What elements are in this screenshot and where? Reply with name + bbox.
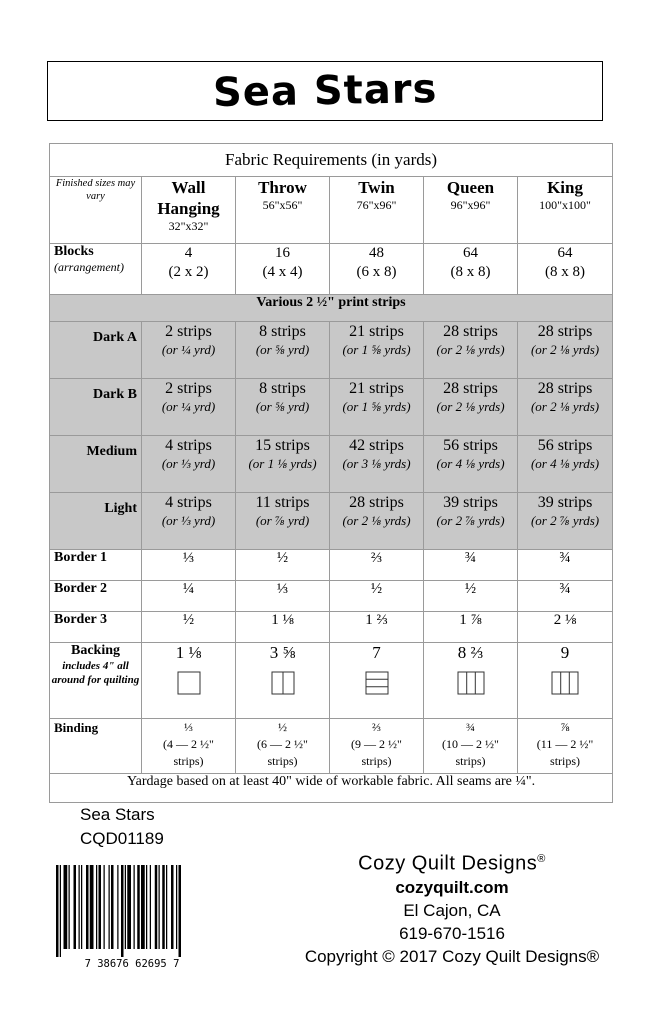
size-header-cell	[330, 177, 424, 244]
binding-line: (9 — 2 ½"	[351, 737, 402, 751]
strip-yardage: (or 4 ⅛ yrds)	[530, 456, 600, 471]
size-dimensions: 100"x100"	[539, 198, 591, 212]
size-name: King	[547, 178, 583, 197]
size-name: Wall Hanging	[157, 178, 220, 218]
size-dimensions: 96"x96"	[450, 198, 491, 212]
strip-row	[50, 436, 613, 493]
strip-count: 2 strips	[165, 323, 212, 340]
blocks-label-cell	[50, 244, 142, 295]
border-value: ¾	[518, 581, 613, 612]
barcode-bar	[104, 865, 105, 949]
strip-count: 4 strips	[165, 494, 212, 511]
border-row-label: Border 1	[50, 550, 142, 581]
barcode-bar	[127, 865, 131, 949]
finished-sizes-note: Finished sizes may vary	[50, 177, 142, 244]
strip-cell	[330, 436, 424, 493]
blocks-count: 4	[184, 245, 193, 261]
size-header-cell	[518, 177, 613, 244]
size-dimensions: 32"x32"	[168, 219, 209, 233]
strip-cell	[236, 379, 330, 436]
border-value: ¼	[142, 581, 236, 612]
backing-cell	[142, 643, 236, 719]
barcode	[46, 863, 218, 969]
binding-line: strips)	[455, 754, 486, 768]
strip-yardage: (or 2 ⅛ yrds)	[436, 399, 505, 414]
blocks-arrangement: (4 x 4)	[262, 264, 303, 280]
backing-cell	[236, 643, 330, 719]
size-name: Twin	[358, 178, 395, 197]
strip-cell	[236, 436, 330, 493]
strip-yardage: (or 2 ⅛ yrds)	[436, 342, 505, 357]
binding-line: (10 — 2 ½"	[442, 737, 499, 751]
border-value: ½	[142, 612, 236, 643]
fabric-requirements-table	[49, 143, 613, 803]
strip-cell	[330, 379, 424, 436]
strip-row	[50, 493, 613, 550]
strip-yardage: (or ⅓ yrd)	[161, 513, 216, 528]
barcode-bar	[56, 865, 59, 957]
binding-cell	[518, 719, 613, 774]
barcode-bar	[171, 865, 174, 949]
binding-line: ⅔	[372, 720, 381, 734]
backing-panel-diagram-icon	[365, 671, 389, 695]
brand-line	[282, 848, 622, 876]
blocks-arrangement: (2 x 2)	[168, 264, 209, 280]
strips-header: Various 2 ½" print strips	[50, 295, 613, 322]
table-caption: Fabric Requirements (in yards)	[50, 144, 613, 177]
strip-yardage: (or ¼ yrd)	[161, 399, 216, 414]
border-value: ½	[236, 550, 330, 581]
size-name: Throw	[258, 178, 307, 197]
footer-pattern-name: Sea Stars	[80, 805, 155, 824]
border-value: ½	[424, 581, 518, 612]
strip-yardage: (or ⅝ yrd)	[255, 399, 310, 414]
blocks-count: 16	[275, 245, 290, 261]
barcode-bar	[109, 865, 110, 949]
strip-row-label: Medium	[50, 436, 142, 493]
border-row-label: Border 3	[50, 612, 142, 643]
strip-yardage: (or 1 ⅝ yrds)	[342, 399, 411, 414]
strip-yardage: (or ⅝ yrd)	[255, 342, 310, 357]
barcode-bar	[134, 865, 135, 949]
blocks-count: 64	[463, 245, 478, 261]
strip-yardage: (or ⅞ yrd)	[255, 513, 310, 528]
binding-cell	[424, 719, 518, 774]
size-header-cell	[236, 177, 330, 244]
blocks-cell	[424, 244, 518, 295]
barcode-bar	[99, 865, 102, 949]
brand-reg-mark: ®	[537, 853, 546, 865]
border-value: 2 ⅛	[518, 612, 613, 643]
strip-count: 4 strips	[165, 437, 212, 454]
pattern-title: Sea Stars	[212, 66, 438, 116]
strip-row	[50, 379, 613, 436]
blocks-arrangement: (8 x 8)	[450, 264, 491, 280]
barcode-bar	[90, 865, 94, 949]
barcode-bar	[111, 865, 114, 949]
strip-cell	[518, 436, 613, 493]
backing-yardage: 8 ⅔	[457, 643, 484, 662]
binding-line: strips)	[173, 754, 204, 768]
binding-line: (6 — 2 ½"	[257, 737, 308, 751]
backing-yardage: 7	[372, 643, 381, 662]
barcode-bar	[64, 865, 68, 949]
barcode-bar	[146, 865, 147, 949]
strip-cell	[142, 322, 236, 379]
strip-count: 8 strips	[259, 323, 306, 340]
barcode-bar	[81, 865, 82, 949]
barcode-bars	[56, 865, 181, 957]
barcode-bar	[69, 865, 70, 949]
brand-name: Cozy Quilt Designs	[358, 852, 538, 875]
barcode-bar	[121, 865, 124, 957]
backing-label: Backing	[70, 643, 120, 658]
backing-cell	[518, 643, 613, 719]
backing-panel-diagram-icon	[271, 671, 295, 695]
binding-line: ⅓	[184, 720, 193, 734]
backing-panel-diagram-icon	[177, 671, 201, 695]
barcode-bar	[155, 865, 158, 949]
strip-count: 39 strips	[443, 494, 498, 511]
strip-count: 11 strips	[255, 494, 310, 511]
strip-count: 28 strips	[537, 323, 593, 340]
barcode-bar	[125, 865, 126, 949]
strip-count: 56 strips	[443, 437, 498, 454]
backing-yardage: 1 ⅛	[175, 643, 202, 662]
binding-line: (11 — 2 ½"	[536, 737, 594, 751]
backing-cell	[424, 643, 518, 719]
blocks-count: 64	[557, 245, 573, 261]
border-value: ¾	[424, 550, 518, 581]
strip-cell	[236, 322, 330, 379]
strip-count: 42 strips	[349, 437, 404, 454]
border-row-label: Border 2	[50, 581, 142, 612]
barcode-bar	[79, 865, 80, 949]
copyright: Copyright © 2017 Cozy Quilt Designs®	[304, 946, 600, 966]
border-value: ¾	[518, 550, 613, 581]
strip-count: 21 strips	[349, 323, 404, 340]
footer-right	[282, 848, 622, 968]
backing-panel-diagram-icon	[551, 671, 579, 695]
strip-count: 28 strips	[443, 323, 498, 340]
backing-yardage: 3 ⅝	[269, 643, 296, 662]
binding-cell	[236, 719, 330, 774]
strip-count: 28 strips	[537, 380, 593, 397]
size-name: Queen	[446, 178, 495, 197]
strip-cell	[330, 493, 424, 550]
title-box	[47, 61, 603, 121]
barcode-bar	[179, 865, 182, 957]
strip-count: 2 strips	[165, 380, 212, 397]
blocks-cell	[518, 244, 613, 295]
border-value: 1 ⅛	[236, 612, 330, 643]
binding-line: ⅞	[560, 720, 570, 734]
size-header-cell	[424, 177, 518, 244]
strip-cell	[236, 493, 330, 550]
strip-cell	[142, 436, 236, 493]
binding-line: strips)	[267, 754, 298, 768]
strip-yardage: (or 2 ⅛ yrds)	[530, 399, 600, 414]
binding-line: strips)	[550, 754, 581, 768]
barcode-bar	[162, 865, 165, 949]
strip-yardage: (or 2 ⅛ yrds)	[342, 513, 411, 528]
barcode-bar	[60, 865, 61, 957]
strip-yardage: (or 2 ⅞ yrds)	[436, 513, 505, 528]
strip-yardage: (or ⅓ yrd)	[161, 456, 216, 471]
binding-label: Binding	[50, 719, 142, 774]
backing-label-cell	[50, 643, 142, 719]
border-row	[50, 612, 613, 643]
strip-cell	[142, 493, 236, 550]
barcode-bar	[74, 865, 77, 949]
backing-cell	[330, 643, 424, 719]
strip-count: 21 strips	[349, 380, 404, 397]
strip-yardage: (or ¼ yrd)	[161, 342, 216, 357]
border-value: ⅓	[142, 550, 236, 581]
barcode-bar	[166, 865, 167, 949]
strip-cell	[424, 379, 518, 436]
strip-cell	[330, 322, 424, 379]
strip-cell	[518, 493, 613, 550]
phone: 619-670-1516	[399, 923, 505, 943]
border-value: ½	[330, 581, 424, 612]
blocks-arrangement: (8 x 8)	[545, 264, 586, 280]
footer-pattern-code: CQD01189	[80, 829, 164, 848]
size-dimensions: 56"x56"	[262, 198, 303, 212]
border-value: 1 ⅔	[330, 612, 424, 643]
blocks-label: Blocks	[54, 244, 94, 259]
strip-cell	[424, 436, 518, 493]
binding-cell	[330, 719, 424, 774]
binding-cell	[142, 719, 236, 774]
barcode-bar	[159, 865, 160, 949]
backing-note: includes 4" all around for quilting	[51, 660, 140, 686]
border-row	[50, 581, 613, 612]
strip-row-label: Dark B	[50, 379, 142, 436]
size-dimensions: 76"x96"	[356, 198, 397, 212]
binding-line: ½	[278, 720, 287, 734]
border-value: 1 ⅞	[424, 612, 518, 643]
strip-row-label: Dark A	[50, 322, 142, 379]
size-header-cell	[142, 177, 236, 244]
blocks-cell	[142, 244, 236, 295]
strip-cell	[424, 493, 518, 550]
barcode-bar	[137, 865, 140, 949]
barcode-bar	[117, 865, 118, 949]
barcode-bar	[150, 865, 151, 949]
footer-left	[80, 803, 164, 851]
backing-yardage: 9	[560, 643, 570, 662]
strip-yardage: (or 4 ⅛ yrds)	[436, 456, 505, 471]
blocks-arrangement: (6 x 8)	[356, 264, 397, 280]
backing-panel-diagram-icon	[457, 671, 485, 695]
strip-count: 56 strips	[537, 437, 593, 454]
strip-yardage: (or 1 ⅝ yrds)	[342, 342, 411, 357]
strip-yardage: (or 2 ⅞ yrds)	[530, 513, 600, 528]
strip-count: 39 strips	[537, 494, 593, 511]
strip-cell	[518, 379, 613, 436]
strip-cell	[142, 379, 236, 436]
blocks-sublabel: (arrangement)	[54, 260, 124, 274]
blocks-count: 48	[369, 245, 384, 261]
binding-line: ¾	[466, 720, 475, 734]
website-link[interactable]: cozyquilt.com	[395, 877, 509, 897]
binding-line: (4 — 2 ½"	[163, 737, 214, 751]
strip-yardage: (or 2 ⅛ yrds)	[530, 342, 600, 357]
strip-cell	[424, 322, 518, 379]
barcode-bar	[176, 865, 177, 949]
strip-count: 8 strips	[259, 380, 306, 397]
strip-count: 28 strips	[443, 380, 498, 397]
strip-row	[50, 322, 613, 379]
strip-row-label: Light	[50, 493, 142, 550]
barcode-bar	[86, 865, 89, 949]
strip-count: 28 strips	[349, 494, 404, 511]
blocks-cell	[330, 244, 424, 295]
strip-yardage: (or 1 ⅛ yrds)	[248, 456, 317, 471]
border-value: ⅔	[330, 550, 424, 581]
strip-cell	[518, 322, 613, 379]
border-row	[50, 550, 613, 581]
city: El Cajon, CA	[403, 900, 501, 920]
barcode-digits: 7 38676 62695 7	[84, 958, 180, 969]
yardage-footnote: Yardage based on at least 40" wide of workable fabric. All seams are ¼".	[50, 774, 613, 803]
border-value: ⅓	[236, 581, 330, 612]
blocks-cell	[236, 244, 330, 295]
strip-count: 15 strips	[255, 437, 310, 454]
binding-line: strips)	[361, 754, 392, 768]
barcode-bar	[141, 865, 145, 949]
strip-yardage: (or 3 ⅛ yrds)	[342, 456, 411, 471]
barcode-bar	[96, 865, 97, 949]
